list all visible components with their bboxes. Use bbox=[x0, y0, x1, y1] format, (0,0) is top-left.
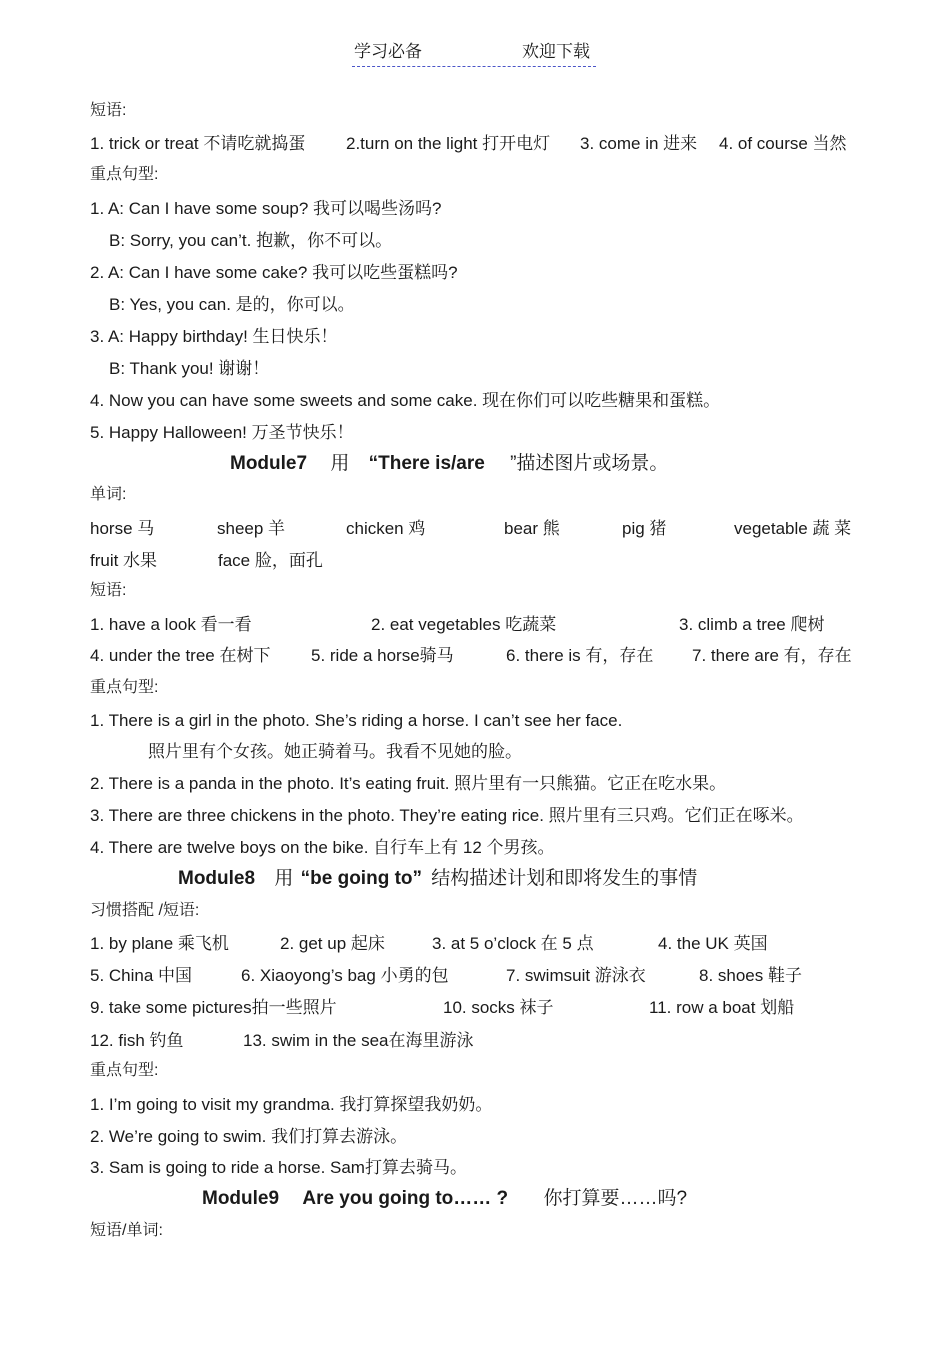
module-title-phrase: “be going to” bbox=[300, 868, 423, 889]
sentence-line: 5. Happy Halloween! 万圣节快乐！ bbox=[90, 423, 354, 442]
phrase-item: 4. the UK 英国 bbox=[658, 934, 768, 953]
module-title-phrase: Are you going to…… ? bbox=[302, 1188, 509, 1209]
phrase-item: 5. ride a horse骑马 bbox=[311, 646, 454, 665]
sentence-line: 2. A: Can I have some cake? 我可以吃些蛋糕吗? bbox=[90, 263, 458, 282]
module-title-cn: 用 bbox=[330, 453, 350, 474]
phrase-item: 3. at 5 o’clock 在 5 点 bbox=[432, 934, 594, 953]
sentence-line: B: Yes, you can. 是的，你可以。 bbox=[109, 295, 355, 314]
phrase-item: 4. under the tree 在树下 bbox=[90, 646, 271, 665]
phrase-item: 1. by plane 乘飞机 bbox=[90, 934, 229, 953]
word-item: pig 猪 bbox=[622, 519, 667, 538]
module-title: Module9 bbox=[202, 1188, 280, 1209]
sentence-line: 2. There is a panda in the photo. It’s eating fruit. 照片里有一只熊猫。它正在吃水果。 bbox=[90, 774, 727, 793]
word-item: bear 熊 bbox=[504, 519, 560, 538]
section-label-phrases: 短语: bbox=[90, 102, 127, 119]
sentence-line: 1. I’m going to visit my grandma. 我打算探望我奶奶。 bbox=[90, 1095, 493, 1114]
phrase-item: 4. of course 当然 bbox=[719, 134, 847, 153]
phrase-item: 9. take some pictures拍一些照片 bbox=[90, 998, 337, 1017]
word-item: vegetable 蔬 菜 bbox=[734, 519, 852, 538]
section-label-collocations: 习惯搭配 /短语: bbox=[90, 902, 200, 919]
phrase-item: 3. climb a tree 爬树 bbox=[679, 615, 825, 634]
module-title: Module8 bbox=[178, 868, 256, 889]
section-label-sentences: 重点句型: bbox=[90, 679, 159, 696]
sentence-line: 3. A: Happy birthday! 生日快乐！ bbox=[90, 327, 338, 346]
word-item: sheep 羊 bbox=[217, 519, 286, 538]
phrase-item: 6. Xiaoyong’s bag 小勇的包 bbox=[241, 966, 449, 985]
sentence-line: 照片里有个女孩。她正骑着马。我看不见她的脸。 bbox=[148, 742, 522, 761]
phrase-item: 1. have a look 看一看 bbox=[90, 615, 252, 634]
sentence-line: 1. A: Can I have some soup? 我可以喝些汤吗? bbox=[90, 199, 442, 218]
header-left-text: 学习必备 bbox=[354, 42, 422, 61]
phrase-item: 10. socks 袜子 bbox=[443, 998, 554, 1017]
phrase-item: 13. swim in the sea在海里游泳 bbox=[243, 1031, 474, 1050]
phrase-item: 8. shoes 鞋子 bbox=[699, 966, 802, 985]
phrase-item: 1. trick or treat 不请吃就捣蛋 bbox=[90, 134, 306, 153]
sentence-line: 3. Sam is going to ride a horse. Sam打算去骑马。 bbox=[90, 1158, 467, 1177]
section-label-sentences: 重点句型: bbox=[90, 1062, 159, 1079]
sentence-line: 4. There are twelve boys on the bike. 自行车上有 12 个男孩。 bbox=[90, 838, 555, 857]
module-heading bbox=[178, 866, 697, 892]
sentence-line: 3. There are three chickens in the photo. They’re eating rice. 照片里有三只鸡。它们正在啄米。 bbox=[90, 806, 804, 825]
module-title-phrase: “There is/are bbox=[368, 453, 485, 474]
sentence-line: 2. We’re going to swim. 我们打算去游泳。 bbox=[90, 1127, 408, 1146]
phrase-item: 6. there is 有，存在 bbox=[506, 646, 654, 665]
word-item: chicken 鸡 bbox=[346, 519, 426, 538]
phrase-item: 2. eat vegetables 吃蔬菜 bbox=[371, 615, 557, 634]
phrase-item: 7. there are 有，存在 bbox=[692, 646, 852, 665]
phrase-item: 3. come in 进来 bbox=[580, 134, 698, 153]
section-label-phrases: 短语: bbox=[90, 582, 127, 599]
module-title-cn: 你打算要……吗? bbox=[543, 1188, 688, 1209]
section-label-words: 单词: bbox=[90, 486, 127, 503]
sentence-line: B: Sorry, you can’t. 抱歉，你不可以。 bbox=[109, 231, 393, 250]
phrase-item: 7. swimsuit 游泳衣 bbox=[506, 966, 646, 985]
phrase-item: 12. fish 钓鱼 bbox=[90, 1031, 184, 1050]
section-label-sentences: 重点句型: bbox=[90, 166, 159, 183]
sentence-line: B: Thank you! 谢谢！ bbox=[109, 359, 270, 378]
module-title: Module7 bbox=[230, 453, 308, 474]
module-heading bbox=[230, 451, 668, 477]
sentence-line: 1. There is a girl in the photo. She’s riding a horse. I can’t see her face. bbox=[90, 711, 623, 730]
module-title-cn: 用 bbox=[274, 868, 294, 889]
word-item: fruit 水果 bbox=[90, 551, 158, 570]
phrase-item: 2. get up 起床 bbox=[280, 934, 385, 953]
phrase-item: 11. row a boat 划船 bbox=[649, 998, 795, 1017]
header-right-text: 欢迎下载 bbox=[522, 42, 590, 61]
section-label-phrases-words: 短语/单词: bbox=[90, 1222, 163, 1239]
module-heading bbox=[202, 1186, 687, 1212]
word-item: face 脸，面孔 bbox=[218, 551, 323, 570]
word-item: horse 马 bbox=[90, 519, 155, 538]
phrase-item: 2.turn on the light 打开电灯 bbox=[346, 134, 551, 153]
page-header bbox=[352, 40, 596, 67]
phrase-item: 5. China 中国 bbox=[90, 966, 193, 985]
module-title-cn: 结构描述计划和即将发生的事情 bbox=[431, 868, 698, 889]
sentence-line: 4. Now you can have some sweets and some cake. 现在你们可以吃些糖果和蛋糕。 bbox=[90, 391, 721, 410]
module-title-cn: ”描述图片或场景。 bbox=[510, 453, 669, 474]
